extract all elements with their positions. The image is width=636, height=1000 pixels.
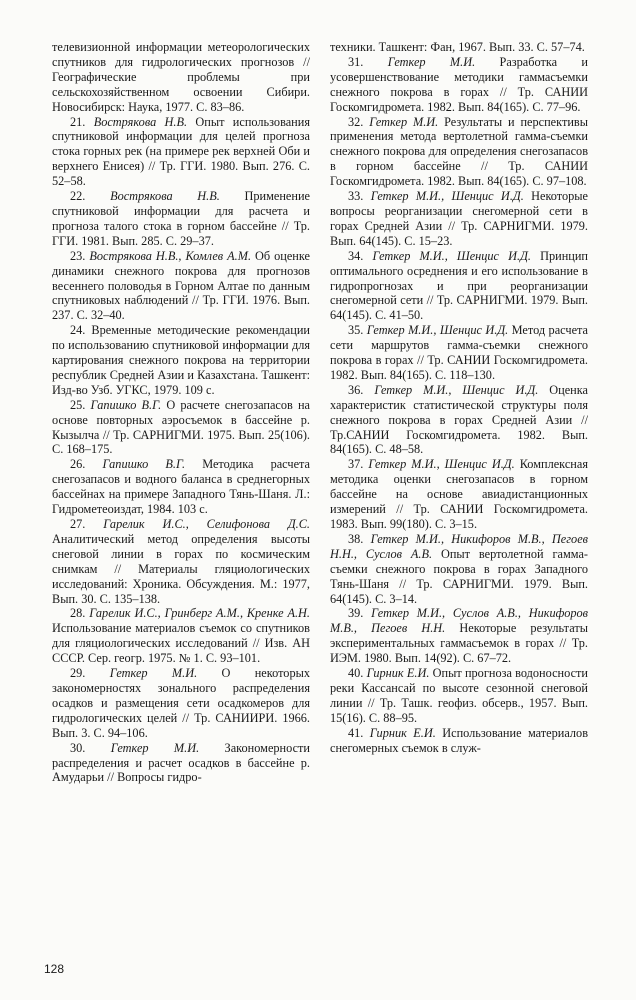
entry-authors: Гирник Е.И. (369, 725, 436, 740)
bibliography-entry (330, 40, 588, 55)
bibliography-entry (52, 249, 310, 324)
entry-authors: Геткер М.И., Шенцис И.Д. (374, 382, 539, 397)
entry-authors: Геткер М.И., Шенцис И.Д. (366, 323, 509, 338)
entry-text: Результаты и перспективы применения метода вертолетной гамма-съемки снежного покрова для определения снегозапасов в горном бассейне // Тр. САНИИ Госкомгидромета. 1982. Вып. 84(165). С. 97–108. (330, 114, 588, 189)
entry-number: 25. (70, 397, 86, 412)
entry-text: Временные методические рекомендации по использованию спутниковой информации для картирования снежного покрова на территории республик Средней Азии и Казахстана. Ташкент: Изд-во Узб. УГКС, 1979. 109 с. (52, 323, 310, 397)
entry-authors: Геткер М.И., Шенцис И.Д. (370, 189, 524, 204)
entry-text: О расчете снегозапасов на основе повторных аэросъемок в бассейне р. Кызылча // Тр. САРНИГМИ. 1975. Вып. 25(106). С. 168–175. (52, 397, 310, 457)
entry-text: О некоторых закономерностях зонального распределения осадков и размещения сети осадкомеров для гидрологических целей // Тр. САНИИРИ. 1966. Вып. 3. С. 94–106. (52, 666, 310, 740)
bibliography-entry (52, 606, 310, 666)
entry-number: 40. (348, 666, 364, 681)
entry-authors: Геткер М.И. (110, 740, 200, 755)
entry-text: Опыт вертолетной гамма-съемки снежного покрова в горах Западного Тянь-Шаня // Тр. САРНИГМИ. 1979. Вып. 64(145). С. 3–14. (330, 546, 588, 606)
entry-authors: Геткер М.И., Шенцис И.Д. (368, 457, 515, 472)
entry-text: Разработка и усовершенствование методики гаммасъемки снежного покрова в горах // Тр. САНИИ Госкомгидромета. 1982. Вып. 84(165). С. 77–96. (330, 54, 589, 114)
entry-text: Закономерности распределения и расчет осадков в бассейне р. Амударьи // Вопросы гидро- (52, 740, 310, 785)
entry-number: 30. (70, 740, 86, 755)
entry-text: Методика расчета снегозапасов и водного баланса в среднегорных бассейнах на примере Западного Тянь-Шаня. Л.: Гидрометеоиздат, 1984. 103 с. (52, 457, 311, 517)
entry-number: 24. (70, 323, 86, 338)
bibliography-entry (52, 741, 310, 786)
bibliography-entry (330, 323, 588, 383)
entry-authors: Геткер М.И., Суслов А.В., Никифоров М.В., Пегоев Н.Н. (330, 606, 588, 636)
bibliography-entry (330, 55, 588, 115)
entry-text: Опыт использования спутниковой информации для целей прогноза стока горных рек (на примере рек верхней Оби и верхнего Енисея) // Тр. ГГИ. 1980. Вып. 276. С. 52–58. (52, 114, 310, 189)
bibliography-entry (330, 189, 588, 249)
entry-authors: Геткер М.И., Шенцис И.Д. (372, 248, 531, 263)
entry-text: телевизионной информации метеорологических спутников для гидрологических прогнозов // Географические проблемы при сельскохозяйственном освоении Сибири. Новосибирск: Наука, 1977. С. 83–86. (52, 40, 310, 114)
entry-number: 34. (348, 248, 364, 263)
entry-number: 38. (348, 531, 364, 546)
entry-authors: Вострякова Н.В., Комлев А.М. (89, 248, 252, 263)
entry-text: Опыт прогноза водоносности реки Кассансай по высоте сезонной снеговой линии // Тр. Ташк. геофиз. обсерв., 1957. Вып. 15(16). С. 88–95. (330, 666, 588, 725)
entry-text: Принцип оптимального осреднения и его использование в гидропрогнозах и при реорганизации снегомерной сети // Тр. САРНИГМИ. 1979. Вып. 64(145). С. 41–50. (330, 248, 589, 323)
entry-authors: Вострякова Н.В. (110, 189, 220, 204)
bibliography-entry (330, 457, 588, 532)
bibliography-entry (52, 189, 310, 249)
entry-number: 36. (348, 382, 364, 397)
entry-authors: Геткер М.И. (387, 54, 476, 69)
entry-number: 27. (70, 517, 86, 531)
entry-authors: Гапишко В.Г. (102, 457, 186, 472)
left-column (52, 40, 310, 785)
bibliography-entry (52, 457, 310, 517)
bibliography-entry (52, 398, 310, 458)
entry-text: Применение спутниковой информации для расчета и прогноза талого стока в горном бассейне // Тр. ГГИ. 1981. Вып. 285. С. 29–37. (52, 189, 311, 248)
entry-number: 31. (348, 54, 364, 69)
entry-text: Оценка характеристик статистической структуры поля снежного покрова в горах Средней Азии // Тр.САНИИ Госкомгидромета. 1982. Вып. 84(165). С. 48–58. (330, 382, 588, 457)
entry-authors: Вострякова Н.В. (93, 114, 188, 129)
entry-text: Метод расчета сети маршрутов гамма-съемки снежного покрова в горах // Тр. САНИИ Госкомгидромета. 1982. Вып. 84(165). С. 118–130. (330, 323, 589, 382)
entry-number: 21. (70, 114, 86, 129)
entry-authors: Геткер М.И. (109, 666, 198, 681)
bibliography-entry (52, 323, 310, 398)
entry-text: техники. Ташкент: Фан, 1967. Вып. 33. С. 57–74. (330, 40, 585, 54)
bibliography-entry (330, 606, 588, 666)
entry-text: Комплексная методика оценки снегозапасов в горном бассейне на основе авиадистанционных измерений // Тр. САНИИ Госкомгидромета. 1983. Вып. 99(180). С. 3–15. (330, 457, 588, 531)
entry-authors: Гирник Е.И. (366, 666, 430, 681)
bibliography-entry (330, 726, 588, 756)
bibliography-entry (330, 383, 588, 458)
entry-authors: Геткер М.И., Никифоров М.В., Пегоев Н.Н., Суслов А.В. (330, 531, 588, 561)
entry-number: 26. (70, 457, 86, 472)
entry-number: 39. (348, 606, 364, 621)
bibliography-entry (52, 40, 310, 115)
entry-text: Некоторые результаты экспериментальных гаммасъемок в горах // Тр. ИЭМ. 1980. Вып. 14(92). С. 67–72. (330, 621, 588, 666)
entry-number: 32. (348, 114, 364, 129)
entry-number: 35. (348, 323, 364, 338)
entry-text: Использование материалов снегомерных съемок в служ- (330, 725, 589, 755)
bibliography-entry (52, 115, 310, 190)
entry-number: 22. (70, 189, 86, 204)
entry-number: 28. (70, 606, 86, 621)
entry-number: 37. (348, 457, 364, 472)
entry-text: Об оценке динамики снежного покрова для прогнозов весеннего половодья в Горном Алтае по данным спутниковых наблюдений // Тр. ГГИ. 1976. Вып. 237. С. 32–40. (52, 248, 311, 323)
entry-number: 29. (70, 666, 86, 681)
bibliography-entry (52, 666, 310, 741)
entry-authors: Гарелик И.С., Селифонова Д.С. (103, 517, 310, 531)
entry-authors: Гарелик И.С., Гринберг А.М., Кренке А.Н. (89, 606, 311, 621)
bibliography-entry (330, 532, 588, 607)
entry-authors: Гапишко В.Г. (90, 397, 162, 412)
page-number: 128 (44, 962, 65, 976)
entry-number: 23. (70, 248, 86, 263)
entry-text: Некоторые вопросы реорганизации снегомерной сети в горах Средней Азии // Тр. САРНИГМИ. 1979. Вып. 64(145). С. 15–23. (330, 189, 589, 248)
entry-text: Аналитический метод определения высоты снеговой линии в горах по космическим снимкам // Материалы гляциологических исследований: Хроника. Обсуждения. М.: 1977, Вып. 30. С. 135–138. (52, 531, 310, 606)
bibliography-entry (52, 517, 310, 606)
entry-text: Использование материалов съемок со спутников для гляциологических исследований // Изв. АН СССР. Сер. геогр. 1975. № 1. С. 93–101. (52, 621, 310, 666)
bibliography-entry (330, 666, 588, 726)
entry-authors: Геткер М.И. (369, 114, 439, 129)
right-column (330, 40, 588, 756)
bibliography-entry (330, 249, 588, 324)
bibliography-entry (330, 115, 588, 190)
entry-number: 33. (348, 189, 364, 204)
entry-number: 41. (348, 725, 364, 740)
